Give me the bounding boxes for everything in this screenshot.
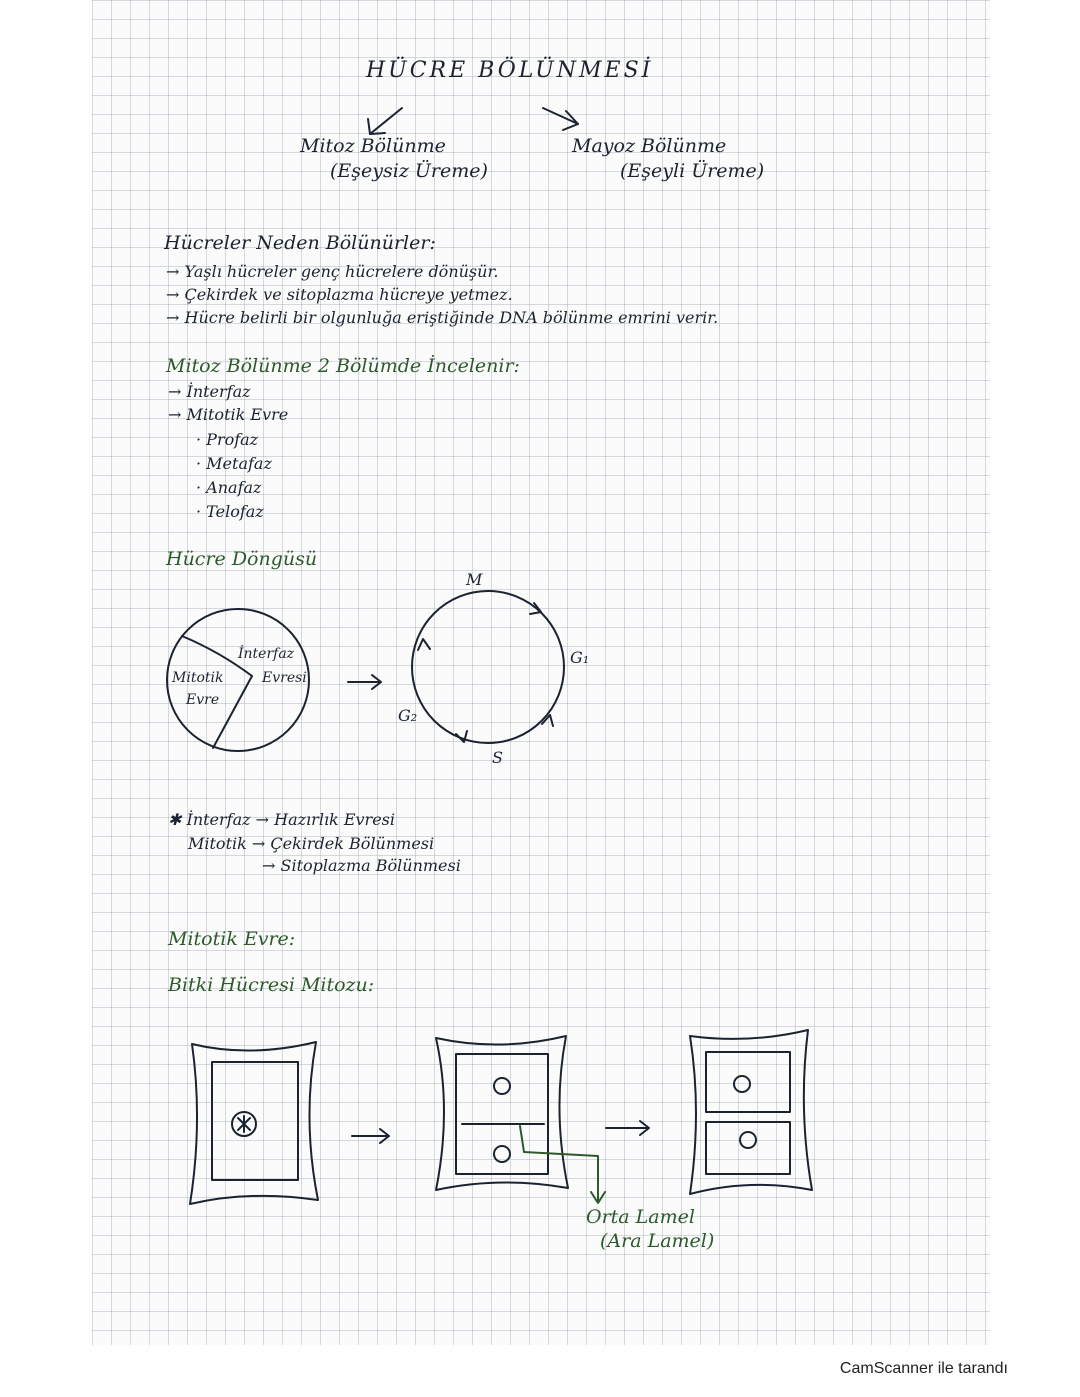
note-line-1: ✱ İnterfaz → Hazırlık Evresi — [168, 810, 395, 829]
plant-cell-2 — [436, 1036, 568, 1190]
ring-label-m: M — [466, 570, 483, 589]
phase-item-anaphase: · Anafaz — [196, 478, 262, 497]
mitosis-parts-heading: Mitoz Bölünme 2 Bölümde İncelenir: — [166, 355, 520, 377]
ring-label-g2: G₂ — [398, 706, 418, 725]
plant-mitosis-heading: Bitki Hücresi Mitozu: — [168, 974, 375, 996]
part-item-interphase-text: İnterfaz — [186, 382, 251, 401]
pie-label-interphase-2: Evresi — [262, 670, 307, 686]
meiosis-branch-label: Mayoz Bölünme — [572, 135, 727, 157]
why-heading: Hücreler Neden Bölünürler: — [164, 232, 436, 254]
phase-item-prophase-text: Profaz — [206, 430, 259, 449]
phase-item-anaphase-text: Anafaz — [206, 478, 262, 497]
why-item-2: → Çekirdek ve sitoplazma hücreye yetmez. — [166, 285, 513, 304]
phase-item-telophase-text: Telofaz — [206, 502, 264, 521]
pie-label-interphase-1: İnterfaz — [238, 646, 295, 662]
phase-item-metaphase: · Metafaz — [196, 454, 272, 473]
note-line-2: Mitotik → Çekirdek Bölünmesi — [188, 834, 435, 853]
why-item-1: → Yaşlı hücreler genç hücrelere dönüşür. — [166, 262, 499, 281]
mitosis-arrow-1 — [352, 1129, 389, 1143]
why-item-1-text: Yaşlı hücreler genç hücrelere dönüşür. — [184, 262, 499, 281]
plant-cell-3 — [690, 1030, 812, 1194]
meiosis-branch-sub: (Eşeyli Üreme) — [620, 160, 765, 182]
phase-item-metaphase-text: Metafaz — [206, 454, 272, 473]
lamella-pointer — [520, 1126, 605, 1203]
phase-item-prophase: · Profaz — [196, 430, 259, 449]
part-item-mitotic-text: Mitotik Evre — [186, 405, 289, 424]
mitotic-phase-heading: Mitotik Evre: — [168, 928, 296, 950]
branch-arrow-right — [543, 108, 578, 130]
part-item-mitotic: → Mitotik Evre — [168, 405, 289, 424]
why-item-2-text: Çekirdek ve sitoplazma hücreye yetmez. — [184, 285, 513, 304]
why-item-3: → Hücre belirli bir olgunluğa eriştiğinde DNA bölünme emrini verir. — [166, 308, 719, 327]
mitosis-arrow-2 — [606, 1121, 649, 1135]
cell-cycle-ring — [412, 591, 564, 743]
mitosis-branch-label: Mitoz Bölünme — [300, 135, 446, 157]
part-item-interphase: → İnterfaz — [168, 382, 251, 401]
lamella-label: Orta Lamel — [586, 1206, 695, 1228]
pie-label-mitotic-2: Evre — [186, 692, 220, 708]
lamella-sub: (Ara Lamel) — [600, 1230, 715, 1252]
plant-cell-1 — [190, 1042, 318, 1204]
ring-label-s: S — [492, 748, 503, 767]
phase-item-telophase: · Telofaz — [196, 502, 264, 521]
pie-label-mitotic-1: Mitotik — [172, 670, 224, 686]
branch-arrow-left — [368, 108, 402, 134]
ring-label-g1: G₁ — [570, 648, 590, 667]
page-title: HÜCRE BÖLÜNMESİ — [366, 58, 654, 83]
mitosis-branch-sub: (Eşeysiz Üreme) — [330, 160, 488, 182]
why-item-3-text: Hücre belirli bir olgunluğa eriştiğinde DNA bölünme emrini verir. — [184, 308, 719, 327]
note-line-3: → Sitoplazma Bölünmesi — [262, 856, 461, 875]
scanner-watermark: CamScanner ile tarandı — [839, 1360, 1008, 1377]
cycle-heading: Hücre Döngüsü — [166, 548, 318, 570]
pie-to-ring-arrow — [348, 675, 381, 689]
